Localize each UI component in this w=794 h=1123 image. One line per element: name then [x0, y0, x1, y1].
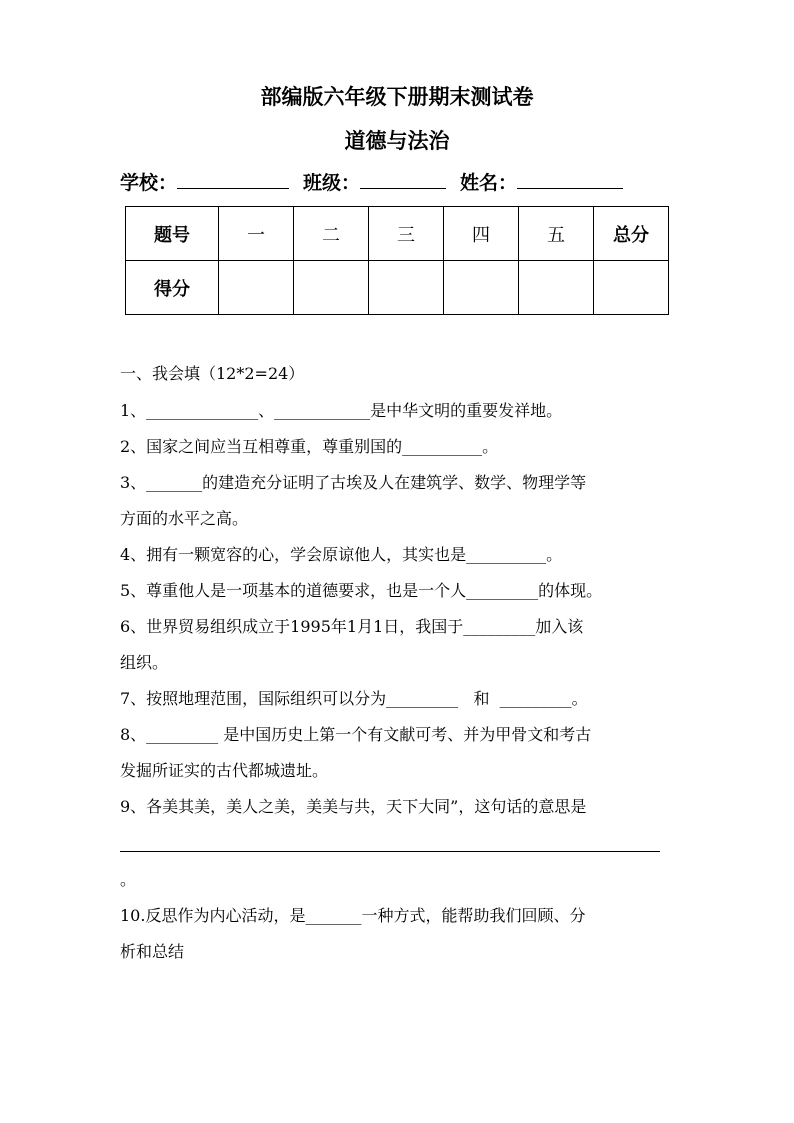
- score-cell-4[interactable]: [444, 261, 519, 315]
- school-field[interactable]: [177, 168, 289, 189]
- section-3-header: 三: [369, 207, 444, 261]
- question-10-line-1: 10.反思作为内心活动，是_______一种方式，能帮助我们回顾、分: [120, 906, 586, 925]
- question-4: 4、拥有一颗宽容的心，学会原谅他人，其实也是__________。: [120, 545, 563, 564]
- score-cell-1[interactable]: [219, 261, 294, 315]
- total-score-header: 总分: [594, 207, 669, 261]
- question-9-answer-line[interactable]: [120, 829, 660, 852]
- question-8-line-1: 8、_________ 是中国历史上第一个有文献可考、并为甲骨文和考古: [120, 725, 592, 744]
- question-9-line-1: 9、各美其美，美人之美，美美与共，天下大同”，这句话的意思是: [120, 797, 587, 816]
- section-2-header: 二: [294, 207, 369, 261]
- score-cell-total[interactable]: [594, 261, 669, 315]
- name-field[interactable]: [517, 168, 623, 189]
- question-6-line-2: 组织。: [120, 653, 169, 672]
- score-table-score-row: [126, 261, 669, 315]
- question-number-label: 题号: [126, 207, 219, 261]
- score-label: 得分: [126, 261, 219, 315]
- question-5: 5、尊重他人是一项基本的道德要求，也是一个人_________的体现。: [120, 581, 603, 600]
- question-3-line-2: 方面的水平之高。: [120, 509, 249, 528]
- score-cell-5[interactable]: [519, 261, 594, 315]
- exam-title: 部编版六年级下册期末测试卷: [260, 84, 534, 109]
- question-1: 1、______________、____________是中华文明的重要发祥地。: [120, 401, 563, 420]
- question-8-line-2: 发掘所证实的古代都城遗址。: [120, 761, 329, 780]
- score-cell-3[interactable]: [369, 261, 444, 315]
- section-1-header: 一: [219, 207, 294, 261]
- name-label: 姓名：: [460, 172, 518, 194]
- school-label: 学校：: [120, 172, 178, 194]
- subject-title: 道德与法治: [344, 128, 450, 153]
- student-info-row: [120, 168, 623, 197]
- question-10-line-2: 析和总结: [120, 942, 185, 961]
- question-6-line-1: 6、世界贸易组织成立于1995年1月1日，我国于_________加入该: [120, 617, 584, 636]
- class-label: 班级：: [303, 172, 361, 194]
- class-field[interactable]: [360, 168, 446, 189]
- question-3-line-1: 3、_______的建造充分证明了古埃及人在建筑学、数学、物理学等: [120, 473, 587, 492]
- score-table-header-row: [126, 207, 669, 261]
- question-9-end: 。: [120, 870, 137, 889]
- section-1-heading: 一、我会填（12*2=24）: [120, 364, 305, 383]
- question-2: 2、国家之间应当互相尊重，尊重别国的__________。: [120, 437, 499, 456]
- section-1-content: [120, 356, 680, 970]
- question-7: 7、按照地理范围，国际组织可以分为_________ 和 _________。: [120, 689, 588, 708]
- section-5-header: 五: [519, 207, 594, 261]
- section-4-header: 四: [444, 207, 519, 261]
- score-cell-2[interactable]: [294, 261, 369, 315]
- score-table: [125, 206, 669, 315]
